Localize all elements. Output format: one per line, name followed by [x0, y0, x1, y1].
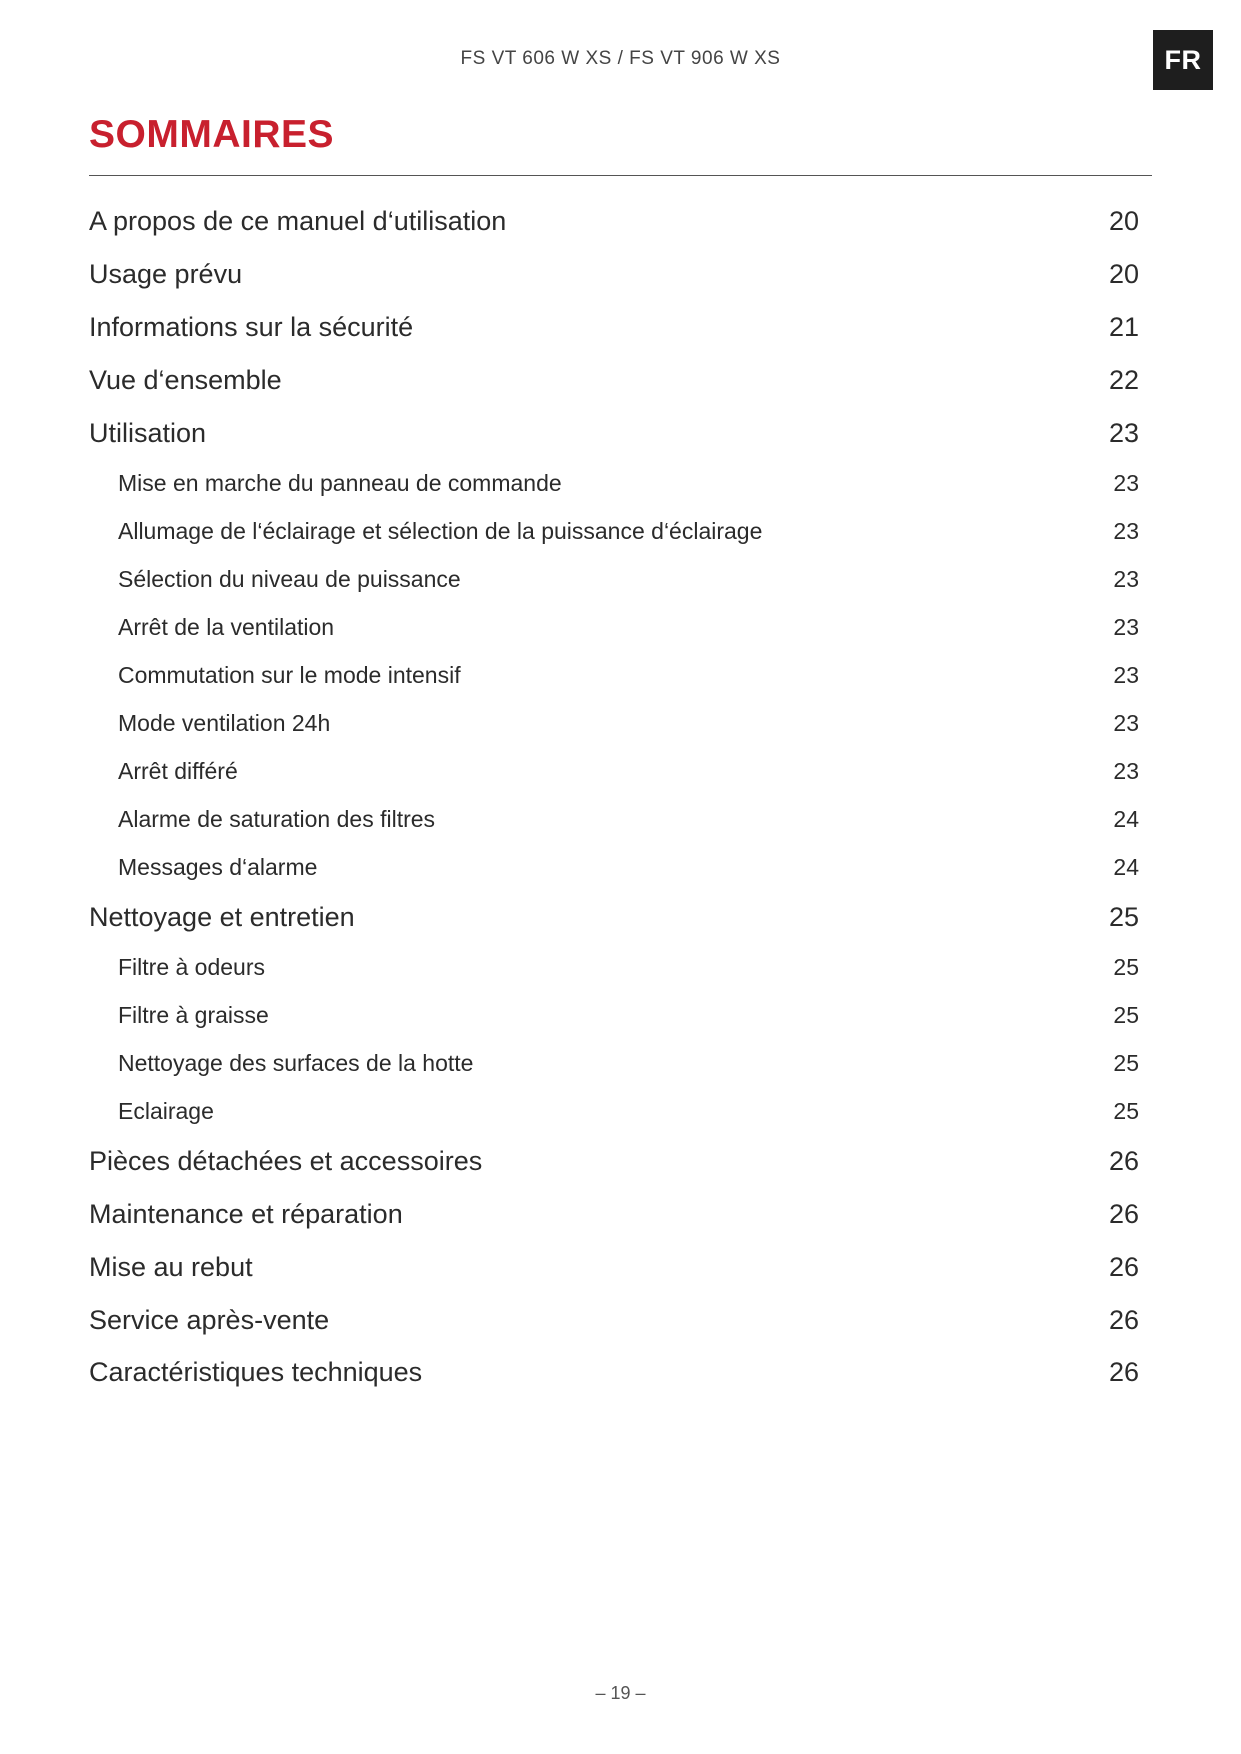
page-number: – 19 – [595, 1683, 646, 1703]
language-badge: FR [1153, 30, 1213, 90]
toc-subentry[interactable] [118, 1050, 1139, 1077]
toc-entry-page: 26 [1108, 1199, 1139, 1229]
toc-subentry[interactable] [118, 854, 1139, 881]
toc-entry-page: 23 [1113, 662, 1139, 688]
toc-subentry[interactable] [118, 470, 1139, 497]
toc-entry-page: 26 [1108, 1357, 1139, 1387]
toc-entry-label: Mode ventilation 24h [118, 710, 331, 736]
toc-entry-page: 23 [1113, 614, 1139, 640]
toc-entry-page: 21 [1108, 312, 1139, 342]
toc-entry-page: 25 [1113, 1050, 1139, 1076]
toc-subentry[interactable] [118, 954, 1139, 981]
toc-entry[interactable] [89, 259, 1139, 290]
toc-entry-page: 24 [1113, 806, 1139, 832]
toc-subentry[interactable] [118, 518, 1139, 545]
toc-entry-page: 24 [1113, 854, 1139, 880]
toc-entry[interactable] [89, 1305, 1139, 1336]
toc-entry-label: Mise au rebut [89, 1252, 253, 1282]
toc-entry-page: 25 [1108, 902, 1139, 932]
toc-entry-page: 23 [1113, 518, 1139, 544]
page-title: SOMMAIRES [89, 113, 335, 156]
toc-entry-label: Commutation sur le mode intensif [118, 662, 461, 688]
toc-entry-label: Nettoyage des surfaces de la hotte [118, 1050, 474, 1076]
toc-entry-page: 20 [1108, 259, 1139, 289]
toc-entry-label: Pièces détachées et accessoires [89, 1146, 483, 1176]
toc-entry-page: 25 [1113, 954, 1139, 980]
toc-entry[interactable] [89, 206, 1139, 237]
toc-entry-label: Eclairage [118, 1098, 214, 1124]
toc-subentry[interactable] [118, 806, 1139, 833]
toc-entry-label: Filtre à odeurs [118, 954, 266, 980]
toc-subentry[interactable] [118, 710, 1139, 737]
toc-entry-label: Messages d‘alarme [118, 854, 318, 880]
toc-subentry[interactable] [118, 566, 1139, 593]
toc-subentry[interactable] [118, 662, 1139, 689]
toc-entry-label: Vue d‘ensemble [89, 365, 282, 395]
toc-entry-page: 23 [1108, 418, 1139, 448]
toc-entry-label: Caractéristiques techniques [89, 1357, 423, 1387]
toc-entry-label: Informations sur la sécurité [89, 312, 414, 342]
toc-subentry[interactable] [118, 614, 1139, 641]
toc-entry-label: Sélection du niveau de puissance [118, 566, 461, 592]
toc-entry-page: 26 [1108, 1146, 1139, 1176]
toc-entry-label: Allumage de l‘éclairage et sélection de la puissance d‘éclairage [118, 518, 763, 544]
toc-entry[interactable] [89, 365, 1139, 396]
toc-entry[interactable] [89, 418, 1139, 449]
toc-entry-label: Utilisation [89, 418, 207, 448]
toc-entry-page: 23 [1113, 710, 1139, 736]
header-model-name: FS VT 606 W XS / FS VT 906 W XS [460, 48, 781, 69]
toc-entry[interactable] [89, 1199, 1139, 1230]
toc-entry-page: 25 [1113, 1098, 1139, 1124]
toc-entry-page: 23 [1113, 758, 1139, 784]
toc-entry-page: 23 [1113, 470, 1139, 496]
toc-entry-label: Arrêt de la ventilation [118, 614, 335, 640]
toc-entry[interactable] [89, 1252, 1139, 1283]
toc-entry-label: Filtre à graisse [118, 1002, 269, 1028]
toc-entry-page: 26 [1108, 1305, 1139, 1335]
toc-subentry[interactable] [118, 1098, 1139, 1125]
toc-entry-label: Service après-vente [89, 1305, 330, 1335]
toc-entry-page: 25 [1113, 1002, 1139, 1028]
toc-entry-label: Mise en marche du panneau de commande [118, 470, 562, 496]
title-divider [89, 175, 1152, 176]
toc-entry-page: 23 [1113, 566, 1139, 592]
toc-entry-page: 22 [1108, 365, 1139, 395]
toc-entry-label: Maintenance et réparation [89, 1199, 403, 1229]
toc-entry-label: Usage prévu [89, 259, 243, 289]
toc-entry-label: Alarme de saturation des filtres [118, 806, 436, 832]
toc-entry-label: A propos de ce manuel d‘utilisation [89, 206, 507, 236]
toc-entry[interactable] [89, 1357, 1139, 1388]
toc-entry[interactable] [89, 1146, 1139, 1177]
toc-entry[interactable] [89, 312, 1139, 343]
toc-subentry[interactable] [118, 758, 1139, 785]
toc-entry-label: Nettoyage et entretien [89, 902, 355, 932]
toc-subentry[interactable] [118, 1002, 1139, 1029]
toc-entry-page: 20 [1108, 206, 1139, 236]
toc-entry-page: 26 [1108, 1252, 1139, 1282]
toc-entry-label: Arrêt différé [118, 758, 238, 784]
toc-entry[interactable] [89, 902, 1139, 933]
